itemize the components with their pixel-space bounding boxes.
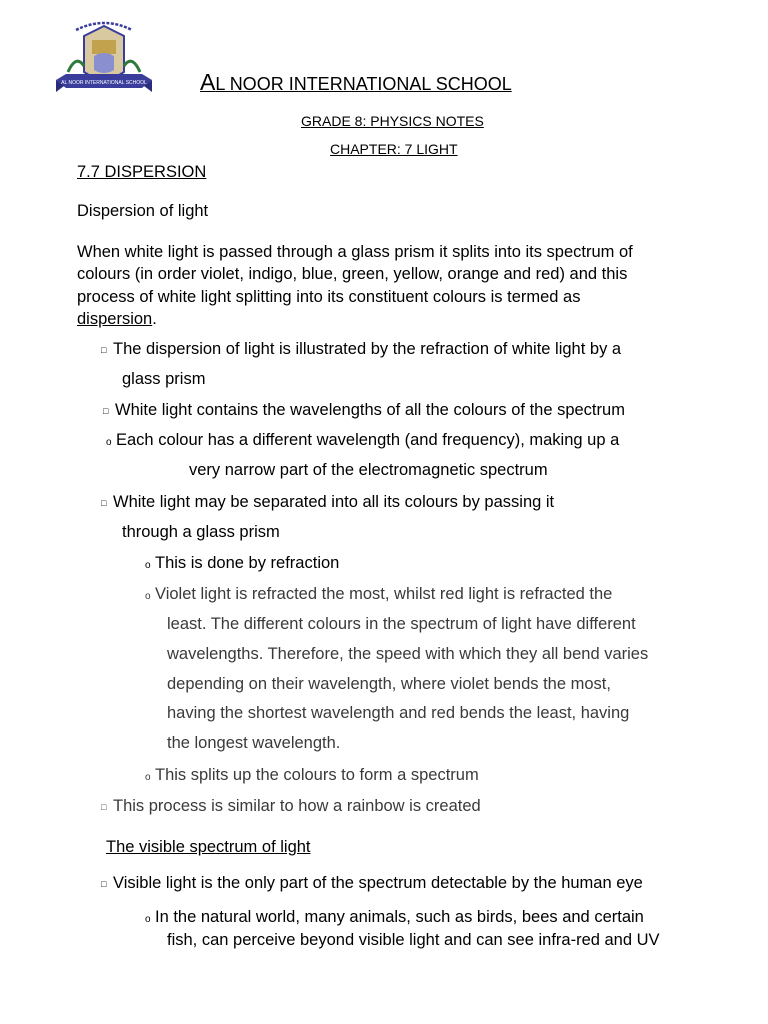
bullet-3-sub-2-line-6: the longest wavelength. [167, 734, 341, 752]
bullet-box-icon: □ [101, 345, 107, 355]
bullet-3-sub-2-line-4: depending on their wavelength, where violet bends the most, [167, 675, 611, 693]
section-subtitle: Dispersion of light [77, 202, 209, 220]
visible-bullet-1-sub-cont: fish, can perceive beyond visible light and can see infra-red and UV [167, 931, 660, 949]
bullet-4: □ This process is similar to how a rainbow is created [101, 797, 481, 815]
bullet-3-sub-2-line-5: having the shortest wavelength and red bends the least, having [167, 704, 630, 722]
bullet-3-sub-2-line-3: wavelengths. Therefore, the speed with which they all bend varies [167, 645, 649, 663]
intro-line-2: colours (in order violet, indigo, blue, green, yellow, orange and red) and this [77, 265, 628, 283]
bullet-box-icon: □ [103, 406, 109, 416]
intro-line-1: When white light is passed through a glass prism it splits into its spectrum of [77, 243, 633, 261]
bullet-2: □ White light contains the wavelengths of all the colours of the spectrum [103, 401, 625, 419]
bullet-circle-icon: o [145, 560, 151, 571]
visible-bullet-1: □ Visible light is the only part of the spectrum detectable by the human eye [101, 874, 643, 892]
bullet-circle-icon: o [145, 914, 151, 925]
bullet-circle-icon: o [106, 437, 112, 448]
school-logo [54, 14, 154, 98]
grade-heading: GRADE 8: PHYSICS NOTES [301, 113, 484, 129]
bullet-3-sub-3: o This splits up the colours to form a spectrum [145, 766, 479, 784]
section-title: 7.7 DISPERSION [77, 163, 207, 181]
bullet-3-cont: through a glass prism [122, 523, 280, 541]
bullet-box-icon: □ [101, 802, 107, 812]
dispersion-term: dispersion [77, 310, 153, 328]
visible-bullet-1-sub: o In the natural world, many animals, such as birds, bees and certain [145, 908, 644, 926]
intro-line-3: process of white light splitting into its constituent colours is termed as [77, 288, 581, 306]
intro-line-4: dispersion. [77, 310, 157, 328]
bullet-1-cont: glass prism [122, 370, 206, 388]
bullet-circle-icon: o [145, 591, 151, 602]
school-name: AL NOOR INTERNATIONAL SCHOOL [200, 69, 512, 95]
visible-spectrum-heading: The visible spectrum of light [106, 838, 311, 856]
bullet-circle-icon: o [145, 772, 151, 783]
bullet-3-sub-2-line-2: least. The different colours in the spectrum of light have different [167, 615, 636, 633]
bullet-1: □ The dispersion of light is illustrated by the refraction of white light by a [101, 340, 622, 358]
bullet-3-sub-1: o This is done by refraction [145, 554, 340, 572]
chapter-heading: CHAPTER: 7 LIGHT [330, 141, 458, 157]
bullet-2-sub-cont: very narrow part of the electromagnetic spectrum [189, 461, 548, 479]
bullet-box-icon: □ [101, 879, 107, 889]
bullet-2-sub: o Each colour has a different wavelength (and frequency), making up a [106, 431, 620, 449]
bullet-3: □ White light may be separated into all its colours by passing it [101, 493, 555, 511]
svg-text:AL NOOR INTERNATIONAL SCHOOL: AL NOOR INTERNATIONAL SCHOOL [61, 80, 147, 86]
bullet-box-icon: □ [101, 498, 107, 508]
bullet-3-sub-2: o Violet light is refracted the most, whilst red light is refracted the [145, 585, 613, 603]
